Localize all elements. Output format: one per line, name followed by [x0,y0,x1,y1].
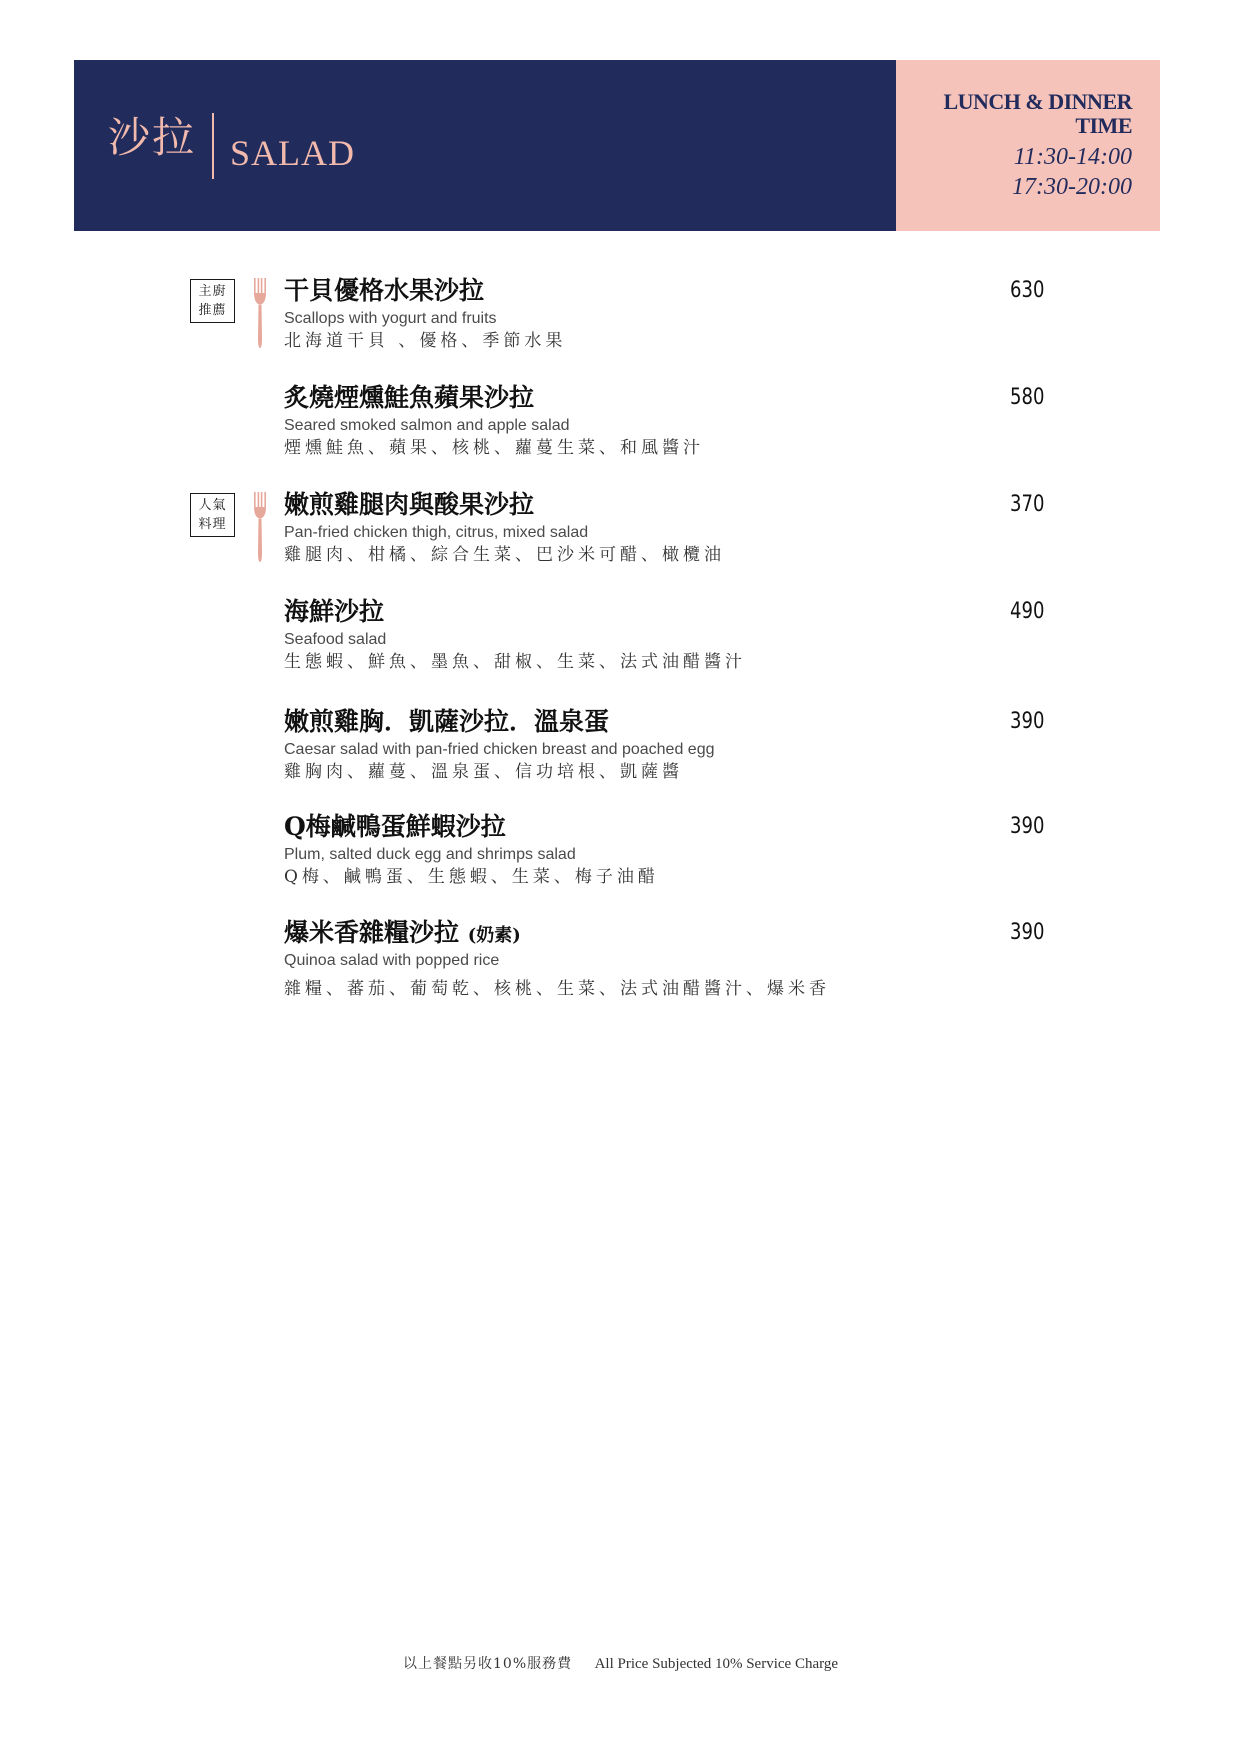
item-name-en: Quinoa salad with popped rice [284,952,500,969]
item-ingredients: 北海道干貝 、優格、季節水果 [284,331,567,351]
item-name-en: Plum, salted duck egg and shrimps salad [284,846,576,863]
fork-icon [252,492,268,564]
item-price: 390 [1010,814,1045,839]
item-ingredients: 雜糧、蕃茄、葡萄乾、核桃、生菜、法式油醋醬汁、爆米香 [284,979,830,999]
chef-recommend-badge [190,279,235,323]
menu-item [0,709,1241,799]
header-title-panel [74,60,896,231]
item-name-en: Scallops with yogurt and fruits [284,310,497,327]
badge-line2: 料理 [198,517,227,532]
service-charge-note [0,1653,1241,1673]
menu-item [0,920,1241,1010]
menu-item [0,385,1241,475]
item-name-en: Seared smoked salmon and apple salad [284,417,570,434]
badge-line2: 推薦 [198,303,227,318]
dinner-time: 17:30-20:00 [1012,174,1132,200]
section-title-zh: 沙拉 [108,113,197,162]
item-name-zh: 海鮮沙拉 [284,597,385,626]
lunch-time: 11:30-14:00 [1013,144,1132,170]
vegetarian-tag: (奶素) [467,925,521,946]
item-name-zh [284,920,521,945]
title-divider [212,113,214,179]
item-name-zh: 嫩煎雞腿肉與酸果沙拉 [284,490,535,519]
fork-icon [252,278,268,350]
item-name-zh: 嫩煎雞胸．凱薩沙拉．溫泉蛋 [284,707,610,736]
item-price: 390 [1010,709,1045,734]
item-name-zh: Q梅鹹鴨蛋鮮蝦沙拉 [284,812,506,841]
menu-item [0,278,1241,368]
item-price: 370 [1010,492,1045,517]
item-price: 490 [1010,599,1045,624]
item-price: 390 [1010,920,1045,945]
menu-header [74,60,1160,231]
badge-line1: 主廚 [198,284,227,299]
time-label-line1: LUNCH & DINNER [943,89,1132,114]
time-label [902,90,1132,138]
item-ingredients: 雞腿肉、柑橘、綜合生菜、巴沙米可醋、橄欖油 [284,545,725,565]
item-ingredients: 煙燻鮭魚、蘋果、核桃、蘿蔓生菜、和風醬汁 [284,438,704,458]
item-name-en: Caesar salad with pan-fried chicken breast and poached egg [284,741,715,758]
item-price: 630 [1010,278,1045,303]
service-charge-en: All Price Subjected 10% Service Charge [594,1656,838,1672]
menu-item [0,599,1241,689]
header-time-panel [896,60,1160,231]
item-name-en: Seafood salad [284,631,387,648]
badge-line1: 人氣 [198,498,227,513]
item-ingredients: 生態蝦、鮮魚、墨魚、甜椒、生菜、法式油醋醬汁 [284,652,746,672]
item-name-zh: 炙燒煙燻鮭魚蘋果沙拉 [284,383,535,412]
time-label-line2: TIME [1075,113,1132,138]
menu-item [0,814,1241,904]
item-name-zh: 干貝優格水果沙拉 [284,276,485,305]
menu-item [0,492,1241,582]
section-title-en: SALAD [230,133,356,173]
item-name-en: Pan-fried chicken thigh, citrus, mixed salad [284,524,589,541]
item-name-zh-main: 爆米香雜糧沙拉 [284,918,460,947]
item-ingredients: Q梅、鹹鴨蛋、生態蝦、生菜、梅子油醋 [284,867,659,887]
item-ingredients: 雞胸肉、蘿蔓、溫泉蛋、信功培根、凱薩醬 [284,762,683,782]
item-price: 580 [1010,385,1045,410]
popular-badge [190,493,235,537]
service-charge-zh: 以上餐點另收10%服務費 [403,1656,573,1672]
